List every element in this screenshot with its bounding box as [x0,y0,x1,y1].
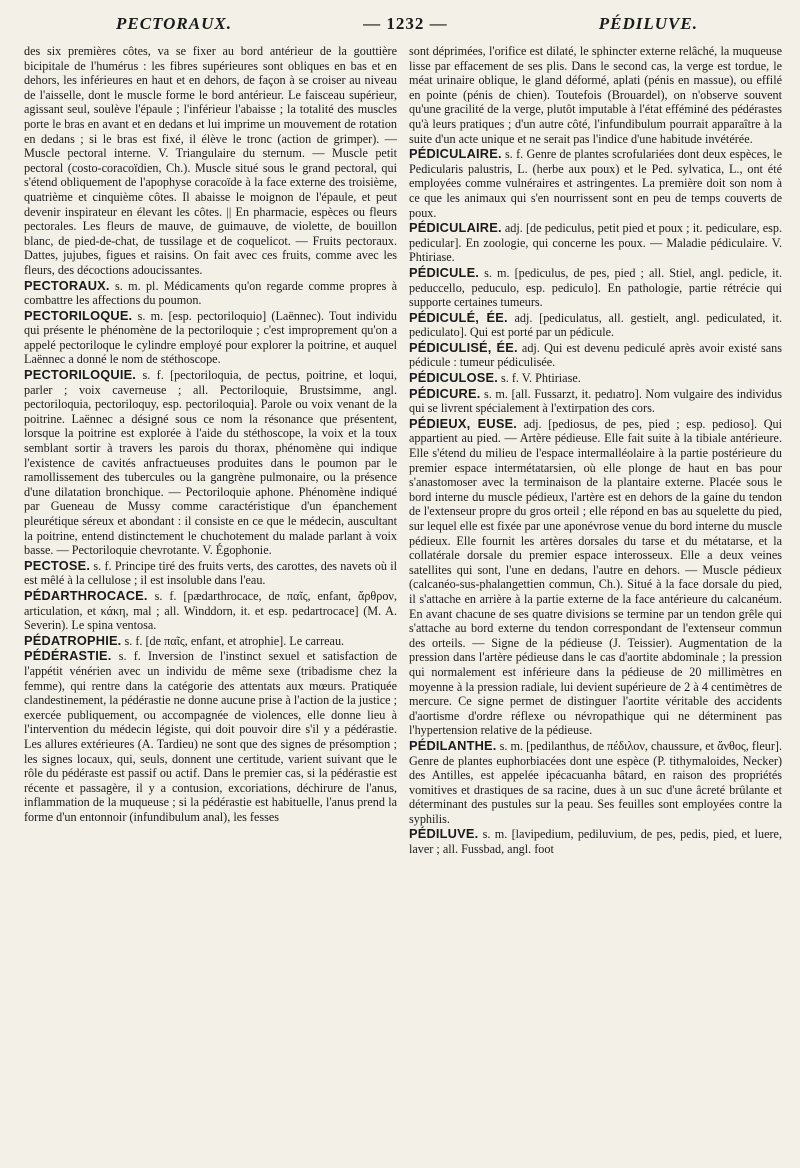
page-header [24,14,782,44]
dictionary-entry [409,417,782,738]
header-right-guideword: PÉDILUVE. [598,14,698,33]
entry-text: adj. [de pediculus, petit pied et poux ; it. pediculare, esp. pedicular]. En zoologie, qui concerne les poux. — Maladie pédiculaire. V. Phtiriase. [409,221,783,265]
entry-headword: PÉDICULE. [409,264,480,280]
entry-headword: PÉDÉRASTIE. [24,648,112,664]
dictionary-entry [24,44,397,278]
dictionary-entry [24,589,397,633]
entry-text: des six premières côtes, va se fixer au bord antérieur de la gouttière bicipitale de l'humérus : les fibres supérieures sont obliques en bas et en dehors, les inférieures en haut et en dehors, de façon à se croiser au niveau de l'aisselle, dont le muscle forme le bord antérieur. Le faisceau supérieur, agissant seul, soulève l'épaule ; l'inférieur l'abaisse ; la totalité des muscles porte le bras en avant et en dedans et lui imprime un mouvement de rotation en dedans ; si le bras est fixé, il élève le tronc (action de grimper). — Muscle pectoral interne. V. Triangulaire du sternum. — Muscle petit pectoral (costo-coracoïdien, Ch.). Muscle situé sous le grand pectoral, qui s'étend obliquement de l'apophyse coracoïde à la face externe des troisième, quatrième et cinquième côtes. Il abaisse le moignon de l'épaule, et peut devenir inspirateur en élevant les côtes. || En pharmacie, espèces ou fleurs pectorales. Les fleurs de mauve, de guimauve, de violette, de bouillon blanc, de pied-de-chat, de tussilage et de coquelicot. — Fruits pectoraux. Dattes, jujubes, figues et raisins. On fait avec ces fruits, comme avec les fleurs, des décoctions adoucissantes. [24,44,397,277]
entry-headword: PECTORILOQUE. [24,307,133,323]
entry-text: s. f. [pectoriloquia, de pectus, poitrine, et loqui, parler ; voix caverneuse ; all. Pectoriloquie, Brustsimme, angl. pectoriloquia, pectoriloquy, esp. pectoriloquia]. Parole ou voix venant de la poitrine. Laënnec a désigné sous ce nom la résonance que présentent, lorsque la poitrine est explorée à l'aide du stéthoscope, la voix et la toux semblant sortir à travers les parois du thorax, phénomène qui indique l'existence de cavités anfractueuses produites dans le poumon par le ramollissement des tubercules ou la gangrène pulmonaire, ou la présence d'une dilatation bronchique. — Pectoriloquie aphone. Phénomène indiqué par Gueneau de Mussy comme caractéristique d'un épanchement pleurétique séreux et abondant : il consiste en ce que le médecin, auscultant la poitrine, entend distinctement le chuchotement du malade parlant à voix basse. — Pectoriloquie chevrotante. V. Égophonie. [24,368,397,558]
entry-text: adj. [pediculatus, all. gestielt, angl. pediculated, it. pediculato]. Qui est porté par un pédicule. [409,310,783,340]
entry-headword: PECTOSE. [24,557,91,573]
entry-headword: PECTORILOQUIE. [24,367,137,383]
left-column [24,44,397,858]
entry-headword: PÉDILUVE. [409,826,479,842]
entry-text: adj. [pediosus, de pes, pied ; esp. pedioso]. Qui appartient au pied. — Artère pédieuse. Elle fait suite à la tibiale antérieure. Elle s'étend du milieu de l'espace intermalléolaire à la partie postérieure du premier espace intermétatarsien, où elle plonge de haut en bas pour s'anastomoser avec la terminaison de la plantaire externe. Placée sous le bord interne du muscle pédieux, l'artère est en dehors de la gaine du tendon de l'extenseur propre du gros orteil ; elle répond en bas au squelette du pied, sur lequel elle est fixée par une aponévrose venue du bord interne du muscle pédieux. Elle fournit les artères dorsales du tarse et du métatarse, et la collatérale dorsale du premier espace interosseux. Elle a deux veines satellites qui sont, l'une en dedans, l'autre en dehors. — Muscle pédieux (calcanéo-sus-phalangettien commun, Ch.). Situé à la face dorsale du pied, il s'attache en arrière à la partie externe de la face antérieure du calcanéum. En avant chacune de ses quatre divisions se termine par un tendon grêle qui s'attache au bord externe du tendon correspondant de l'extenseur commun des orteils. — Signe de la pédieuse (J. Teissier). Augmentation de la pression dans l'artère pédieuse dans le cas d'aortite abdominale ; la pression qui normalement est inférieure dans la pédieuse de 20 millimètres en moyenne à la pression radiale, lui devient supérieure de 2 à 4 centimètres de mercure. Ce signe permet de distinguer l'aortite véritable des accidents d'aortisme d'ordre réflexe ou névropathique qui ne déterminent pas l'hypertension relative de la pédieuse. [409,416,782,738]
dictionary-entry [24,279,397,308]
dictionary-entry [24,649,397,824]
entry-text: s. f. Principe tiré des fruits verts, des carottes, des navets où il est mêlé à la cellulose ; il est insoluble dans l'eau. [24,558,397,588]
dictionary-entry [409,739,782,827]
entry-text: s. m. [lavipedium, pediluvium, de pes, pedis, pied, et luere, laver ; all. Fussbad, angl. foot [409,827,783,857]
entry-text: s. f. [de παῖς, enfant, et atrophie]. Le carreau. [124,633,345,648]
dictionary-entry [24,309,397,367]
text-columns [24,44,782,858]
entry-text: s. f. Genre de plantes scrofulariées dont deux espèces, le Pedicularis palustris, L. (herbe aux poux) et le Ped. sylvatica, L., ont été employées comme vulnéraires et astringentes. La première doit son nom à ce que les animaux qui s'en nourrissent sont en peu de temps couverts de poux. [409,147,782,220]
dictionary-entry [409,147,782,220]
entry-text: sont déprimées, l'orifice est dilaté, le sphincter externe relâché, la muqueuse lisse par effacement de ses plis. Dans le second cas, la verge est tordue, le méat urinaire oblique, le gland déformé, aplati (pénis en massue), ou effilé en pointe (pénis de chien). Toutefois (Brouardel), on n'observe souvent qu'une gracilité de la verge, plutôt imputable à l'état efféminé des pédérastes qu'à leurs pratiques ; d'un autre côté, l'infundibulum pourrait apparaître à la suite d'un acte unique et ne serait pas l'indice d'une habitude invétérée. [409,44,782,146]
dictionary-entry [24,368,397,558]
dictionary-entry [409,311,782,340]
dictionary-entry [409,266,782,310]
entry-text: s. m. [all. Fussarzt, it. pedıatro]. Nom vulgaire des individus qui se livrent spécialement à l'extirpation des cors. [409,386,782,416]
entry-text: s. f. [pædarthrocace, de παῖς, enfant, ἄρθρον, articulation, et κάκη, mal ; all. Winddorn, it. et esp. pedartrocace] (M. A. Severin). Le spina ventosa. [24,588,397,633]
entry-headword: PÉDICULÉ, ÉE. [409,309,508,325]
entry-headword: PÉDARTHROCACE. [24,587,148,603]
entry-headword: PÉDIEUX, EUSE. [409,415,518,431]
page-number: — 1232 — [363,14,448,33]
entry-text: s. m. [esp. pectoriloquio] (Laënnec). Tout individu qui présente le phénomène de la pectoriloquie ; c'est improprement qu'on a appelé pectoriloque le cylindre employé pour explorer la poitrine, et auquel Laënnec a donné le nom de stéthoscope. [24,308,397,367]
entry-headword: PÉDICULOSE. [409,370,498,386]
entry-headword: PÉDATROPHIE. [24,632,122,648]
dictionary-entry [409,341,782,370]
entry-text: s. m. [pedilanthus, de πέδιλον, chaussure, et ἄνθος, fleur]. Genre de plantes euphorbiacées dont une espèce (P. tithymaloides, Necker) des Antilles, est appelée ipécacuanha bâtard, en raison des propriétés vomitives et drastiques de sa racine, dues à un suc d'une âcreté brûlante et déterminant des pustules sur la peau. Ses feuilles sont employées contre la syphilis. [409,738,782,826]
entry-text: s. m. pl. Médicaments qu'on regarde comme propres à combattre les affections du poumon. [24,278,398,308]
dictionary-entry [24,634,397,649]
entry-text: s. m. [pediculus, de pes, pied ; all. Stiel, angl. pedicle, it. peduccello, peduculo, esp. pediculo]. En pathologie, partie rétrécie qui supporte certaines tumeurs. [409,265,782,310]
entry-text: s. f. V. Phtiriase. [501,371,581,386]
entry-headword: PÉDILANTHE. [409,737,497,753]
dictionary-entry [409,371,782,386]
dictionary-entry [409,387,782,416]
dictionary-entry [24,559,397,588]
entry-headword: PÉDICURE. [409,385,481,401]
dictionary-entry [409,221,782,265]
entry-headword: PÉDICULISÉ, ÉE. [409,339,518,355]
right-column [409,44,782,858]
entry-headword: PÉDICULAIRE. [409,146,502,162]
dictionary-entry [409,44,782,146]
entry-text: s. f. Inversion de l'instinct sexuel et satisfaction de l'appétit vénérien avec un individu de même sexe (tribadisme chez la femme), qui rentre dans la catégorie des attentats aux mœurs. Pratiquée clandestinement, la pédérastie ne donne aucune prise à l'action de la justice ; exercée publiquement, ou accompagnée de violences, elle donne lieu à l'intervention du médecin légiste, qui doit pouvoir dire s'il y a pédérastie. Les allures extérieures (A. Tardieu) ne sont que des signes de présomption ; les signes locaux, qui, seuls, donnent une certitude, varient suivant que le rôle du pédéraste est passif ou actif. Dans le premier cas, si la pédérastie est récente et passagère, il y a contusion, excoriations, déchirure de l'anus, inflammation de la muqueuse ; si la pédérastie est habituelle, l'anus prend la forme d'un entonnoir (infundibulum anal), les fesses [24,649,397,824]
entry-headword: PÉDICULAIRE. [409,220,502,236]
entry-headword: PECTORAUX. [24,277,110,293]
header-left-guideword: PECTORAUX. [116,14,232,33]
entry-text: adj. Qui est devenu pediculé après avoir existé sans pédicule : tumeur pédiculisée. [409,340,783,370]
dictionary-entry [409,827,782,856]
